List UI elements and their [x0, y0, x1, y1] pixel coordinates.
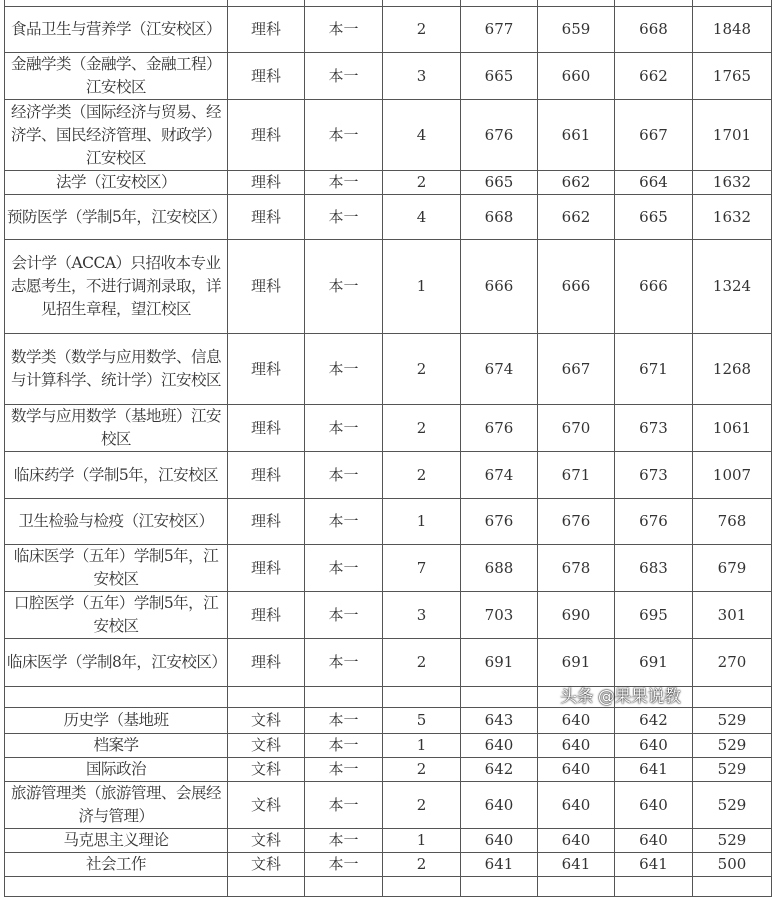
cell-plan: 2 [383, 7, 461, 53]
table-row [5, 592, 772, 639]
cell-batch: 本一 [305, 405, 383, 452]
cell-avg: 662 [615, 53, 693, 100]
cell-avg: 671 [615, 334, 693, 405]
cell-batch: 本一 [305, 734, 383, 758]
cell-type: 理科 [228, 405, 305, 452]
cell-rank: 1061 [693, 405, 772, 452]
cell-type: 理科 [228, 592, 305, 639]
cell-plan: 4 [383, 195, 461, 240]
cell-batch: 本一 [305, 758, 383, 782]
cell-type: 理科 [228, 171, 305, 195]
cell-max: 643 [461, 708, 538, 734]
cell-min: 678 [538, 545, 615, 592]
table-row [5, 452, 772, 499]
cell-rank: 529 [693, 782, 772, 829]
cell-name: 经济学类（国际经济与贸易、经济学、国民经济管理、财政学）江安校区 [5, 100, 228, 171]
cell-type: 文科 [228, 782, 305, 829]
cell-rank: 768 [693, 499, 772, 545]
cell-min: 640 [538, 708, 615, 734]
cell-min: 667 [538, 334, 615, 405]
cell-min: 640 [538, 782, 615, 829]
cell-max: 676 [461, 499, 538, 545]
cell-batch: 本一 [305, 545, 383, 592]
cell-rank: 301 [693, 592, 772, 639]
cell-type: 文科 [228, 708, 305, 734]
cell-avg: 641 [615, 758, 693, 782]
cell-name: 临床药学（学制5年，江安校区 [5, 452, 228, 499]
cell-min: 659 [538, 7, 615, 53]
cell-plan: 2 [383, 639, 461, 687]
cell-min: 640 [538, 829, 615, 853]
cell-max: 691 [461, 639, 538, 687]
cell-type: 文科 [228, 853, 305, 877]
cell-max: 674 [461, 452, 538, 499]
cell-batch: 本一 [305, 592, 383, 639]
cell-name: 卫生检验与检疫（江安校区） [5, 499, 228, 545]
cell-plan: 2 [383, 782, 461, 829]
cell-plan: 1 [383, 829, 461, 853]
cell-batch: 本一 [305, 7, 383, 53]
cell-plan: 2 [383, 334, 461, 405]
cell-name: 历史学（基地班 [5, 708, 228, 734]
cell-plan: 2 [383, 405, 461, 452]
cell-name: 会计学（ACCA）只招收本专业志愿考生，不进行调剂录取，详见招生章程，望江校区 [5, 240, 228, 334]
cell-max: 665 [461, 53, 538, 100]
cell-avg: 640 [615, 829, 693, 853]
cell-min: 661 [538, 100, 615, 171]
cell-rank: 1848 [693, 7, 772, 53]
cell-max: 642 [461, 758, 538, 782]
cell-rank: 1701 [693, 100, 772, 171]
cell-name: 临床医学（五年）学制5年，江安校区 [5, 545, 228, 592]
table-row [5, 7, 772, 53]
admission-scores-table [4, 0, 772, 897]
cell-avg: 665 [615, 195, 693, 240]
cell-rank: 529 [693, 829, 772, 853]
cell-batch: 本一 [305, 499, 383, 545]
cell-min: 641 [538, 853, 615, 877]
cell-max: 676 [461, 100, 538, 171]
cell-max: 665 [461, 171, 538, 195]
cell-avg: 673 [615, 452, 693, 499]
cell-type: 理科 [228, 452, 305, 499]
cell-avg: 640 [615, 734, 693, 758]
cell-type: 理科 [228, 545, 305, 592]
cell-rank: 1324 [693, 240, 772, 334]
cell-plan: 2 [383, 758, 461, 782]
cell-min: 666 [538, 240, 615, 334]
cell-rank: 1632 [693, 195, 772, 240]
table-row [5, 829, 772, 853]
cell-avg: 642 [615, 708, 693, 734]
cell-min: 660 [538, 53, 615, 100]
cell-plan: 5 [383, 708, 461, 734]
cell-rank: 529 [693, 708, 772, 734]
cell-max: 688 [461, 545, 538, 592]
cell-name: 马克思主义理论 [5, 829, 228, 853]
cell-max: 676 [461, 405, 538, 452]
table-row [5, 195, 772, 240]
cell-batch: 本一 [305, 829, 383, 853]
watermark: 头条 @果果说教 [560, 687, 681, 707]
table-row [5, 53, 772, 100]
cell-avg: 664 [615, 171, 693, 195]
cell-rank: 529 [693, 734, 772, 758]
cell-rank [693, 687, 772, 708]
cell-batch: 本一 [305, 240, 383, 334]
cell-name: 法学（江安校区） [5, 171, 228, 195]
cell-type: 理科 [228, 334, 305, 405]
cell-max: 666 [461, 240, 538, 334]
cell-avg: 691 [615, 639, 693, 687]
cell-rank: 1268 [693, 334, 772, 405]
cell-plan: 4 [383, 100, 461, 171]
cell-avg: 695 [615, 592, 693, 639]
cell-min: 640 [538, 758, 615, 782]
cell-type: 理科 [228, 240, 305, 334]
cell-name: 食品卫生与营养学（江安校区） [5, 7, 228, 53]
cell-max: 703 [461, 592, 538, 639]
cell-min: 676 [538, 499, 615, 545]
cell-plan: 1 [383, 499, 461, 545]
cell-rank: 1765 [693, 53, 772, 100]
cell-max: 668 [461, 195, 538, 240]
cell-min: 670 [538, 405, 615, 452]
cell-batch: 本一 [305, 53, 383, 100]
table-row [5, 100, 772, 171]
cell-rank: 529 [693, 758, 772, 782]
cell-name: 口腔医学（五年）学制5年，江安校区 [5, 592, 228, 639]
cell-type: 理科 [228, 53, 305, 100]
cell-rank: 500 [693, 853, 772, 877]
cell-type: 理科 [228, 7, 305, 53]
cell-type: 理科 [228, 639, 305, 687]
cell-avg: 683 [615, 545, 693, 592]
cell-avg: 673 [615, 405, 693, 452]
cell-name: 数学类（数学与应用数学、信息与计算科学、统计学）江安校区 [5, 334, 228, 405]
cell-batch: 本一 [305, 171, 383, 195]
table-row [5, 334, 772, 405]
cell-plan: 3 [383, 53, 461, 100]
table-row [5, 405, 772, 452]
cell-batch: 本一 [305, 853, 383, 877]
cell-min: 671 [538, 452, 615, 499]
table-row-partial [5, 877, 772, 897]
cell-name: 国际政治 [5, 758, 228, 782]
table-row [5, 708, 772, 734]
cell-type: 文科 [228, 734, 305, 758]
table-row [5, 853, 772, 877]
cell-batch: 本一 [305, 708, 383, 734]
cell-type: 文科 [228, 758, 305, 782]
cell-type: 文科 [228, 829, 305, 853]
table-row [5, 758, 772, 782]
cell-name [5, 687, 228, 708]
cell-avg: 641 [615, 853, 693, 877]
cell-rank: 679 [693, 545, 772, 592]
cell-batch: 本一 [305, 639, 383, 687]
cell-rank: 1632 [693, 171, 772, 195]
cell-min: 662 [538, 171, 615, 195]
cell-name: 数学与应用数学（基地班）江安校区 [5, 405, 228, 452]
cell-batch [305, 687, 383, 708]
cell-name: 临床医学（学制8年，江安校区） [5, 639, 228, 687]
table-row [5, 499, 772, 545]
cell-batch: 本一 [305, 782, 383, 829]
cell-name: 金融学类（金融学、金融工程）江安校区 [5, 53, 228, 100]
cell-rank: 270 [693, 639, 772, 687]
cell-min: 662 [538, 195, 615, 240]
cell-avg: 667 [615, 100, 693, 171]
table-row [5, 734, 772, 758]
cell-plan: 1 [383, 734, 461, 758]
cell-type: 理科 [228, 195, 305, 240]
cell-batch: 本一 [305, 452, 383, 499]
cell-min: 640 [538, 734, 615, 758]
table-row [5, 639, 772, 687]
cell-plan: 2 [383, 853, 461, 877]
cell-name: 预防医学（学制5年，江安校区） [5, 195, 228, 240]
table-row [5, 545, 772, 592]
cell-name: 社会工作 [5, 853, 228, 877]
cell-avg: 676 [615, 499, 693, 545]
table-row [5, 782, 772, 829]
cell-plan: 3 [383, 592, 461, 639]
cell-max: 640 [461, 782, 538, 829]
cell-avg: 668 [615, 7, 693, 53]
cell-min: 690 [538, 592, 615, 639]
cell-batch: 本一 [305, 334, 383, 405]
cell-plan: 2 [383, 171, 461, 195]
cell-batch: 本一 [305, 195, 383, 240]
cell-name: 旅游管理类（旅游管理、会展经济与管理） [5, 782, 228, 829]
cell-type: 理科 [228, 100, 305, 171]
cell-max: 677 [461, 7, 538, 53]
cell-batch: 本一 [305, 100, 383, 171]
cell-avg: 666 [615, 240, 693, 334]
cell-min: 691 [538, 639, 615, 687]
cell-rank: 1007 [693, 452, 772, 499]
cell-max: 640 [461, 829, 538, 853]
cell-plan: 1 [383, 240, 461, 334]
cell-avg: 640 [615, 782, 693, 829]
cell-max: 674 [461, 334, 538, 405]
cell-max [461, 687, 538, 708]
table-row [5, 171, 772, 195]
cell-plan [383, 687, 461, 708]
cell-plan: 7 [383, 545, 461, 592]
cell-max: 640 [461, 734, 538, 758]
cell-max: 641 [461, 853, 538, 877]
cell-type [228, 687, 305, 708]
cell-type: 理科 [228, 499, 305, 545]
table-row [5, 240, 772, 334]
cell-plan: 2 [383, 452, 461, 499]
cell-name: 档案学 [5, 734, 228, 758]
